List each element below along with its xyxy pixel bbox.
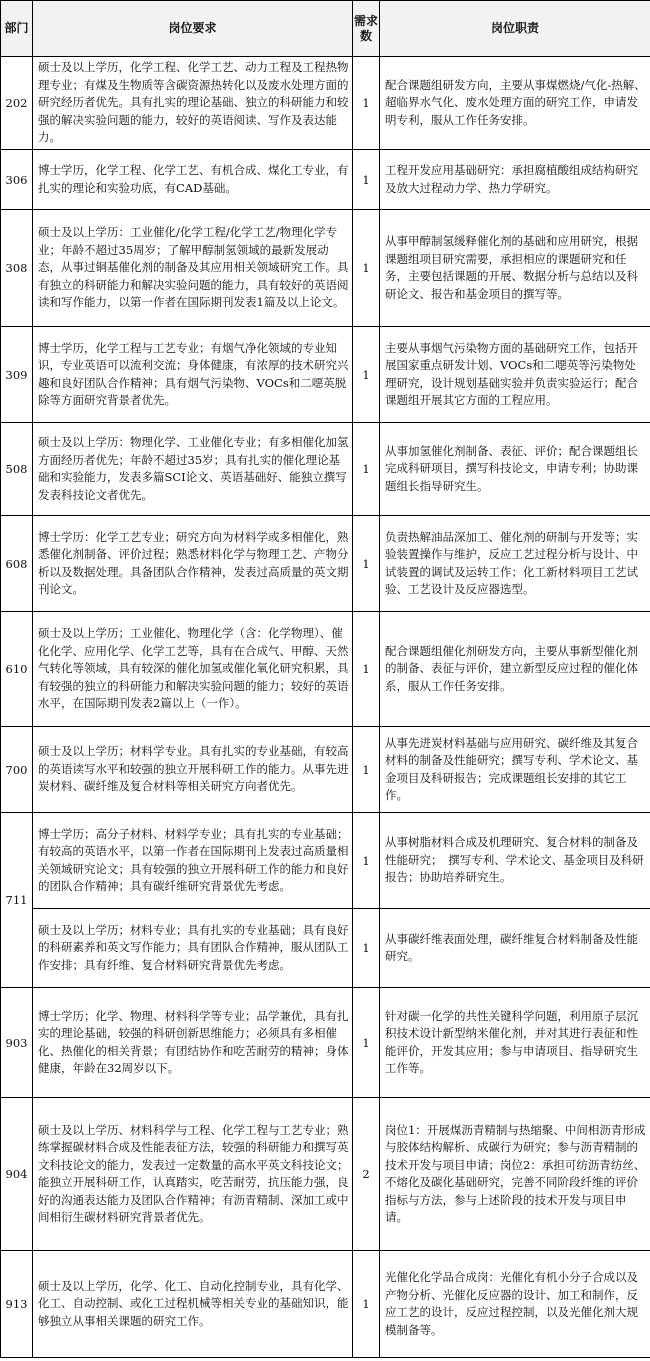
- table-row: [1, 210, 650, 327]
- header-requirement: 岗位要求: [33, 1, 353, 57]
- count-cell: 1: [353, 1251, 380, 1358]
- requirement-cell: 硕士及以上学历、材料科学与工程、化学工程与工艺专业；熟练掌握碳材料合成及性能表征方法，较强的科研能力和撰写英文科技论文的能力，发表过一定数量的高水平英文科技论文；能独立开展科研工作，认真踏实，吃苦耐劳，抗压能力强，良好的沟通表达能力及团队合作精神；有沥青精制、深加工或中间相衍生碳材料研究背景者优先。: [33, 1098, 353, 1251]
- requirement-cell: 硕士及以上学历；材料学专业。具有扎实的专业基础，有较高的英语读写水平和较强的独立开展科研工作的能力。从事先进炭材料、碳纤维及复合材料等相关研究方向者优先。: [33, 727, 353, 813]
- count-cell: 1: [353, 150, 380, 210]
- duty-cell: 光催化化学品合成岗：光催化有机小分子合成以及产物分析、光催化反应器的设计、加工和制作，反应工艺的设计，反应过程控制，以及光催化剂大规模制备等。: [380, 1251, 650, 1358]
- duty-cell: 主要从事烟气污染物方面的基础研究工作，包括开展国家重点研发计划、VOCs和二噁英等污染物处理研究，设计规划基础实验并负责实验运行；配合课题组开展其它方面的工程应用。: [380, 327, 650, 423]
- requirement-cell: 博士学历，化学工程与工艺专业；有烟气净化领域的专业知识，专业英语可以流利交流；身体健康，有浓厚的技术研究兴趣和良好团队合作精神；具有烟气污染物、VOCs和二噁英脱除等方面研究背景者优先。: [33, 327, 353, 423]
- table-row: [1, 909, 650, 988]
- count-cell: 1: [353, 988, 380, 1098]
- requirement-cell: 博士学历：化学工艺专业；研究方向为材料学或多相催化，熟悉催化剂制备、评价过程；熟悉材料化学与物理工艺、产物分析以及数据处理。具备团队合作精神，发表过高质量的英文期刊论文。: [33, 516, 353, 612]
- header-duty: 岗位职责: [380, 1, 650, 57]
- header-count: 需求数: [353, 1, 380, 57]
- dept-cell: 309: [1, 327, 33, 423]
- table-row: [1, 727, 650, 813]
- requirement-cell: 博士学历；高分子材料、材料学专业；具有扎实的专业基础；有较高的英语水平，以第一作者在国际期刊上发表过高质量相关领域研究论文；具有较强的独立开展科研工作的能力和良好的团队合作精神；具有碳纤维研究背景优先考虑。: [33, 813, 353, 909]
- count-cell: 1: [353, 57, 380, 150]
- duty-cell: 配合课题组催化剂研发方向，主要从事新型催化剂的制备、表征与评价，建立新型反应过程的催化体系，服从工作任务安排。: [380, 612, 650, 727]
- dept-cell: 202: [1, 57, 33, 150]
- table-row: [1, 57, 650, 150]
- dept-cell: 608: [1, 516, 33, 612]
- requirement-cell: 博士学历，化学工程、化学工艺、有机合成、煤化工专业，有扎实的理论和实验功底，有CAD基础。: [33, 150, 353, 210]
- requirement-cell: 硕士及以上学历；工业催化、物理化学（含：化学物理）、催化化学、应用化学、化学工艺等，具有在合成气、甲醇、天然气转化等领域，具有较深的催化加氢或催化氧化研究积累，具有较强的独立的科研能力和解决实验问题的能力；较好的英语水平，在国际期刊发表2篇以上（一作）。: [33, 612, 353, 727]
- duty-cell: 工程开发应用基础研究：承担腐植酸组成结构研究及放大过程动力学、热力学研究。: [380, 150, 650, 210]
- table-row: [1, 423, 650, 516]
- duty-cell: 从事加氢催化剂制备、表征、评价；配合课题组长完成科研项目，撰写科技论文，申请专利；协助课题组长指导研究生。: [380, 423, 650, 516]
- count-cell: 1: [353, 909, 380, 988]
- count-cell: 1: [353, 327, 380, 423]
- count-cell: 1: [353, 813, 380, 909]
- requirement-cell: 硕士及以上学历：工业催化/化学工程/化学工艺/物理化学专业；年龄不超过35周岁；了解甲醇制氢领域的最新发展动态，从事过铜基催化剂的制备及其应用相关领域研究工作。具有独立的科研能力和解决实验问题的能力，具有较好的英语阅读和写作能力，以第一作者在国际期刊发表1篇及以上论文。: [33, 210, 353, 327]
- count-cell: 1: [353, 516, 380, 612]
- dept-cell: 700: [1, 727, 33, 813]
- requirement-cell: 博士学历；化学、物理、材料科学等专业；品学兼优，具有扎实的理论基础，较强的科研创新思维能力；必须具有多相催化、热催化的相关背景；有团结协作和吃苦耐劳的精神；身体健康，年龄在32周岁以下。: [33, 988, 353, 1098]
- table-row: [1, 1098, 650, 1251]
- dept-cell: 904: [1, 1098, 33, 1251]
- table-header-row: [1, 1, 650, 57]
- duty-cell: 配合课题组研发方向，主要从事煤燃烧/气化-热解、超临界水气化、废水处理方面的研究工作，申请发明专利，服从工作任务安排。: [380, 57, 650, 150]
- duty-cell: 从事树脂材料合成及机理研究、复合材料的制备及性能研究； 撰写专利、学术论文、基金项目及科研报告；协助培养研究生。: [380, 813, 650, 909]
- dept-cell: 610: [1, 612, 33, 727]
- count-cell: 1: [353, 612, 380, 727]
- table-row: [1, 1251, 650, 1358]
- table-row: [1, 988, 650, 1098]
- table-row: [1, 612, 650, 727]
- count-cell: 1: [353, 210, 380, 327]
- duty-cell: 从事碳纤维表面处理，碳纤维复合材料制备及性能研究。: [380, 909, 650, 988]
- requirement-cell: 硕士及以上学历，化学、化工、自动化控制专业，具有化学、化工、自动控制、或化工过程机械等相关专业的基础知识，能够独立从事相关课题的研究工作。: [33, 1251, 353, 1358]
- dept-cell: 308: [1, 210, 33, 327]
- requirement-cell: 硕士及以上学历：物理化学、工业催化专业；有多相催化加氢方面经历者优先；年龄不超过35岁；具有扎实的催化理论基础和实验能力，发表多篇SCI论文、英语基础好、能独立撰写发表科技论文者优先。: [33, 423, 353, 516]
- requirement-cell: 硕士及以上学历；材料专业；具有扎实的专业基础；具有良好的科研素养和英文写作能力；具有团队合作精神，服从团队工作安排；具有纤维、复合材料研究背景优先考虑。: [33, 909, 353, 988]
- count-cell: 1: [353, 423, 380, 516]
- table-row: [1, 813, 650, 909]
- table-row: [1, 327, 650, 423]
- duty-cell: 针对碳一化学的共性关键科学问题，利用原子层沉积技术设计新型纳米催化剂，并对其进行表征和性能评价，开发其应用；参与申请项目、指导研究生工作等。: [380, 988, 650, 1098]
- requirement-cell: 硕士及以上学历，化学工程、化学工艺、动力工程及工程热物理专业；有煤及生物质等含碳资源热转化以及废水处理方面的研究经历者优先。具有扎实的理论基础、独立的科研能力和较强的解决实验问题的能力，较好的英语阅读、写作及表达能力。: [33, 57, 353, 150]
- table-row: [1, 150, 650, 210]
- header-dept: 部门: [1, 1, 33, 57]
- dept-cell: 306: [1, 150, 33, 210]
- dept-cell: 711: [1, 813, 33, 988]
- duty-cell: 岗位1：开展煤沥青精制与热缩聚、中间相沥青形成与胶体结构解析、成碳行为研究；参与沥青精制的技术开发与项目申请；岗位2：承担可纺沥青纺丝、不熔化及碳化基础研究，完善不同阶段纤维的评价指标与方法，参与上述阶段的技术开发与项目申请。: [380, 1098, 650, 1251]
- duty-cell: 从事甲醇制氢缓释催化剂的基础和应用研究，根据课题组项目研究需要，承担相应的课题研究和任务，主要包括课题的开展、数据分析与总结以及科研论文、报告和基金项目的撰写等。: [380, 210, 650, 327]
- duty-cell: 从事先进炭材料基础与应用研究、碳纤维及其复合材料的制备及性能研究；撰写专利、学术论文、基金项目及科研报告；完成课题组长安排的其它工作。: [380, 727, 650, 813]
- count-cell: 2: [353, 1098, 380, 1251]
- dept-cell: 913: [1, 1251, 33, 1358]
- table-row: [1, 516, 650, 612]
- count-cell: 1: [353, 727, 380, 813]
- dept-cell: 508: [1, 423, 33, 516]
- duty-cell: 负责热解油品深加工、催化剂的研制与开发等；实验装置操作与维护，反应工艺过程分析与设计、中试装置的调试及运转工作；化工新材料项目工艺试验、工艺设计及反应器选型。: [380, 516, 650, 612]
- dept-cell: 903: [1, 988, 33, 1098]
